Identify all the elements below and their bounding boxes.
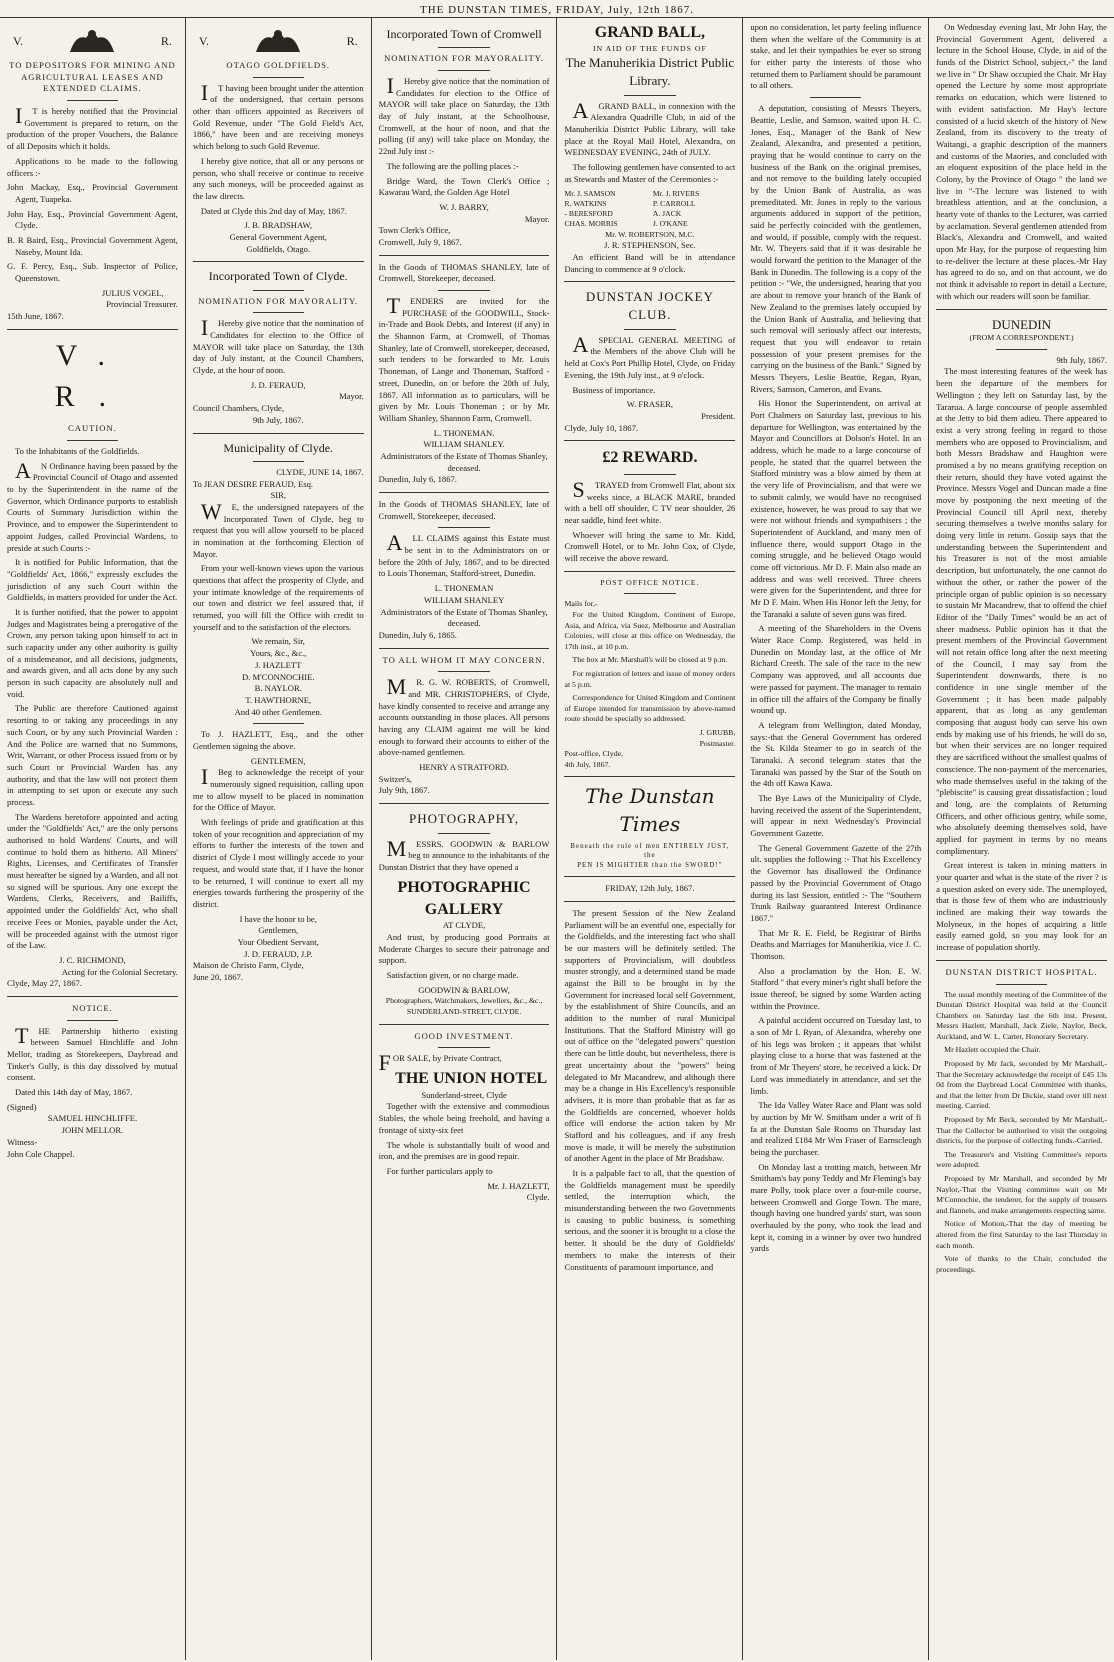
partnership-date: Dated this 14th day of May, 1867.	[15, 1087, 133, 1098]
editorial-p2: It is a palpable fact to all, that the question of the Goldfields management must be speedily settled, the interruption which, the misunderstanding between the two Governments is causing to public business, is something serious, and the sooner it is brought to a close the better. It should be the duty of Goldfields' members to make the interests of their Constituents of paramount importance, and	[564, 1168, 736, 1272]
barry-name: W. J. BARRY,	[439, 201, 489, 212]
post-place: Post-office, Clyde,	[564, 749, 624, 759]
hospital-heading: DUNSTAN DISTRICT HOSPITAL.	[945, 966, 1098, 977]
hospital-p1: The usual monthly meeting of the Committee of the Dunstan District Hospital was held at the Council Chambers on Saturday last the 6th inst. Present, Messrs Hazlett, Marshall, Jack Ziele, Naylor, Beck, Auckland, and W. L. Carter, Honorary Secretary.	[936, 989, 1107, 1041]
royal-crest-icon	[248, 26, 308, 56]
clyde-town-heading: Incorporated Town of Clyde.	[208, 269, 348, 284]
depositors-body: IT is hereby notified that the Provincial Government is prepared to return, on the production of the proper Vouchers, the Balance of all Deposits which it holds.	[7, 103, 178, 152]
stewards-table	[564, 189, 735, 230]
caution-sig-title: Acting for the Colonial Secretary.	[61, 966, 178, 977]
bradshaw-title-2: Goldfields, Otago.	[246, 243, 311, 254]
depositors-date: 15th June, 1867.	[7, 311, 64, 322]
post-mails: Mails for,-	[564, 599, 598, 609]
feraud-title: Mayor.	[339, 391, 364, 402]
newspaper-title: The Dunstan Times	[585, 784, 715, 836]
stratford-place: Switzer's,	[378, 773, 412, 784]
newspaper-page	[0, 18, 1114, 1660]
gallery-location: AT CLYDE,	[442, 920, 486, 931]
post-date: 4th July, 1867.	[564, 759, 611, 769]
editorial-date: FRIDAY, 12th July, 1867.	[605, 883, 695, 894]
claims-admin: Administrators of the Estate of Thomas Shanley, deceased.	[380, 606, 548, 629]
cromwell-p2: The following are the polling places :-	[386, 160, 519, 171]
hospital-p2: Mr Hazlett occupied the Chair.	[944, 1045, 1041, 1055]
tender-admin: Administrators of the Estate of Thomas Shanley, deceased.	[380, 450, 548, 473]
concern-body: MR. G. W. ROBERTS, of Cromwell, and MR. CHRISTOPHERS, of Clyde, have kindly consented to receive and arrange any accounts outstanding in those places. All persons having any CLAIM against me will be kind enough to forward their accounts to either of the above-named gentlemen.	[378, 674, 550, 758]
caution-p2: It is notified for Public Information, that the "Goldfields' Act, 1866," expressly excludes the jurisdiction of any such Court within the Goldfields, in matters provided for under the Act.	[7, 557, 178, 603]
steward: P. CARROLL	[652, 198, 696, 208]
goldfields-p2: I hereby give notice, that all or any persons or person, who shall receive or continue to receive any such moneys, will be proceeded against as the law directs.	[192, 155, 364, 201]
jockey-p1: ASPECIAL GENERAL MEETING of the Members of the above Club will be held at Cox's Port Phillip Hotel, Clyde, on Friday Evening, the 19th July inst., at 9 o'clock.	[564, 331, 736, 380]
dunedin-p1: The most interesting features of the week has been the departure of the members for Wellington ; they left on Saturday last, by the Tararua. A large concourse of people assembled at the Jetty to bid them adieu. There appeared to exist a very strong feeling in regard to those members who are opposed to Provincialism, and both Messrs Bradshaw and Haughton were promised a by no means gratifying reception on their return, should they have voted against the Province. Messrs Vogel and Duncan made a fine move by postponing the next meeting of the Provincial Council till April next, thereby securing themselves a twelve months salary for doing very little in return. Gossip says that the understanding between the Superintendent and his Treasurer is not of the most amiable description, but unfortunately, the one cannot do without the other, or rather the power of the principle organ of public opinion is so necessary to sustain Mr Macandrew, that to offend the chief Editor of the "Daily Times" would be an act of sheer madness. Public opinion has it that the present members of the Provincial Government will not retain office long after the next meeting of the Council, I may say from the Superintendent downwards, there is no confidence in one single member of the Government ; it has been made palpably apparent, that as long as any gentleman composing that august body can serve his own ends by making use of his friends, he will do so, but when their services are no longer required they are sacrificed without the smallest qualms of conscience. The non-payment of the mercenaries, who made themselves useful in the taking of the "plebiscite" is causing great dissatisfaction ; loud and long, are the complaints of Returning Officers, and other officious gentry, while some, who absolutely deeming themselves sold, have applied for payment in terms by no means complimentary.	[936, 366, 1107, 856]
news-p11: The Ida Valley Water Race and Plant was sold by auction by Mr W. Smitham under a writ of fi fa at the Dunstan Sale Rooms on Thursday last and realized £184 Mr Wm Fraser of Earnscleugh being the purchaser.	[750, 1100, 922, 1157]
caution-date: Clyde, May 27, 1867.	[7, 978, 82, 989]
news-p2: A deputation, consisting of Messrs Theyers, Beattie, Leslie, and Samson, waited upon H. C. Jones, Esq., Manager of the Bank of New Zealand, Alexandra, and presented a petition, praying that he would continue to carry on the business of the Bank on the original premises, and not remove to the building lately occupied by the Union Bank of Australia, as was premeditated. Mr. Jones in reply to the various arguments adduced in support of the petition, said he perfectly coincided with the gentlemen, and would, if possible, comply with the request. Mr. W. Theyers said that if it was desirable he would forward the petition to the Manager of the Bank in Dunedin. The following is a copy of the petition :- "We, the undersigned, hearing that you are about to remove your branch of the Bank of New Zealand to the premises lately occupied by the Union Bank of Australia, and believing that such removal will seriously affect our interests, request that you will endeavor to retain possession of your present premises for the carrying on the business of the Bank." Signed by Messrs Theyers, Leslie Beattie, Regan, Ryan, Rivers, Samson, Cameron, and Evans.	[750, 103, 922, 394]
post-p1: For the United Kingdom, Continent of Europe, Asia, and Africa, via Suez, Melbourne and Australian Colonies, will close at this office on Wednesday, the 17th inst., at 10 p.m.	[564, 610, 736, 651]
reward-p2: Whoever will bring the same to Mr. Kidd, Cromwell Hotel, or to Mr. John Cox, of Clyde, will receive the above reward.	[564, 529, 736, 564]
hotel-p1: Together with the extensive and commodious Stables, the whole being freehold, and having a frontage of sixty-six feet	[378, 1101, 550, 1135]
jockey-date: Clyde, July 10, 1867.	[564, 422, 639, 433]
caution-p1: AN Ordinance having been passed by the Provincial Council of Otago and assented to by the Superintendent in the name of the Governor, which Ordinance purports to establish Courts of Summary Jurisdiction within the Province, and to empower the Superintendent to appoint Judges, called Provincial Wardens, to preside at such Courts :-	[7, 457, 178, 553]
caution-heading: CAUTION.	[68, 423, 117, 434]
steward: Mr. J. RIVERS	[652, 188, 700, 198]
reward-heading: £2 REWARD.	[602, 449, 698, 467]
goldfields-p3: Dated at Clyde this 2nd day of May, 1867.	[200, 205, 347, 216]
motto-line-1: Beneath the rule of men ENTIRELY JUST, the	[570, 841, 730, 860]
vr-right: R.	[346, 33, 358, 48]
cromwell-p3: Bridge Ward, the Town Clerk's Office ; Kawarau Ward, the Golden Age Hotel	[378, 175, 550, 198]
partner-1: SAMUEL HINCHLIFFE.	[47, 1113, 138, 1124]
reward-p1: STRAYED from Cromwell Flat, about six weeks since, a BLACK MARE, branded with a bell off shoulder, C TV near shoulder, 26 near saddle, hind feet white.	[564, 477, 736, 526]
master-of-ceremonies: Mr. W. ROBERTSON, M.C.	[605, 229, 695, 239]
feraud-name: J. D. FERAUD,	[250, 379, 306, 390]
news-p10: A painful accident occurred on Tuesday last, to a son of Mr I. Ryan, of Alexandra, whereby one of his legs was broken ; it appears that whilst playing close to a horse that was fastened at the front of Mr Theyers' store, he received a kick. Dr Lord was immediately in attendance, and set the limb.	[750, 1015, 922, 1096]
column-2	[186, 18, 372, 1660]
reply-p2: With feelings of pride and gratification at this token of your recognition and appreciation of my efforts to further the interests of the town and district of Clyde I most willingly accede to your request, and would state that, if I have the honor to be returned, I will continue to exert all my energies towards furthering the prosperity of the district.	[192, 817, 364, 909]
partner-2: JOHN MELLOR.	[61, 1125, 124, 1136]
steward: - BERESFORD	[564, 209, 613, 219]
correspondent-label: (FROM A CORRESPONDENT.)	[969, 333, 1074, 343]
union-hotel-street: Sunderland-street, Clyde	[421, 1089, 507, 1100]
yours-line: Yours, &c., &c.,	[250, 648, 307, 659]
notice-heading: NOTICE.	[72, 1002, 113, 1013]
bradshaw-name: J. B. BRADSHAW,	[244, 220, 312, 231]
steward: A. JACK	[652, 209, 682, 219]
nomination-date: 9th July, 1867.	[252, 414, 304, 425]
masthead: THE DUNSTAN TIMES, FRIDAY, July, 12th 1867.	[0, 0, 1114, 18]
post-office-heading: POST OFFICE NOTICE.	[600, 577, 700, 587]
royal-crest-header	[193, 22, 364, 60]
dunedin-p2: Great interest is taken in mining matters in your quarter and what is the state of the river ? is a question asked on every side. The unemployed, that is those few of them who are industriously inclined are making their way towards the Molyneux, in the hopes of acquiring a little easily earned gold, so you may look for an increase of population shortly.	[936, 860, 1107, 953]
steward: CHAS. MORRIS	[564, 219, 618, 229]
goodwin-trades: Photographers, Watchmakers, Jewellers, &c., &c.,	[385, 996, 543, 1006]
tenders-body: TENDERS are invited for the PURCHASE of the GOODWILL, Stock-in-Trade and Book Debts, and Interest (if any) in the Shannon Farm, at Cromwell, of Thomas Shanley, late of Cromwell, storekeeper, deceased, such tenders to be forwarded to Mr. Louis Thoneman, of Lange and Thoneman, Stafford - street, Dunedin, on or before the 20th of July, 1867. All information as to particulars, will be given by Mr. Louis Thoneman ; or by Mr. William Shanley, Shannon Farm, Cromwell.	[378, 293, 550, 423]
stratford-name: HENRY A STRATFORD.	[419, 762, 509, 773]
goldfields-p1: IT having been brought under the attention of the undersigned, that certain persons other than officers appointed as Receivers of Gold Revenue, under "The Gold Field's Act, 1866," have been and are receiving moneys which belong to such Gold Revenue.	[192, 79, 364, 152]
dunedin-date: 9th July, 1867.	[1056, 354, 1107, 365]
news-p1: upon no consideration, let party feeling influence them when the welfare of the Community is at stake, and let their sympathies be ever so strong for either party the interests of those who returned them to Parliament should be paramount to all others.	[750, 22, 922, 91]
witness-label: Witness-	[7, 1136, 38, 1147]
news-p3: His Honor the Superintendent, on arrival at Port Chalmers on Saturday last, previous to his departure for Wellington, was entertained by the Mayor and Councillors at Dolson's Hotel. In an address, which he made to a large concourse of people, he stated that the quarrel between the Stafford ministry was a blow aimed by them at the very life of Provincialism, and that were we to submit calmly, we would have no recognised existence, however, he was proud to say that we were not without friends and sympathisers ; the Superintendent of Auckland, and many men of influence there, would support Otago in the coming struggle, and he believed Otago would come off victorious. Mr D. F. Main also made an address and was well received. Three cheers were given for the Superintendent, and three for Mr D F. Main. When His Honor left the Jetty, for the Taranaki a salute of seven guns was fired.	[750, 398, 922, 619]
treasurer-name: JULIUS VOGEL,	[101, 287, 164, 298]
bradshaw-title-1: General Government Agent,	[229, 231, 327, 242]
barry-title: Mayor.	[524, 213, 550, 224]
union-hotel-title: THE UNION HOTEL	[395, 1070, 548, 1088]
gallery-title: PHOTOGRAPHIC GALLERY	[397, 878, 531, 918]
sale-line: FOR SALE, by Private Contract,	[378, 1050, 502, 1076]
jockey-p2: Business of importance.	[572, 384, 656, 395]
motto-line-2: PEN IS MIGHTIER than the SWORD!"	[577, 860, 723, 869]
municipality-date: CLYDE, JUNE 14, 1867.	[276, 466, 364, 477]
clerk-office: Town Clerk's Office,	[378, 225, 451, 236]
investment-heading: GOOD INVESTMENT.	[414, 1030, 514, 1041]
officer-item: John Mackay, Esq., Provincial Government Agent, Tuapeka.	[7, 182, 178, 204]
reply-gentlemen: GENTLEMEN,	[250, 755, 306, 766]
steward: Mr. J. SAMSON	[564, 188, 616, 198]
officer-item: John Hay, Esq., Provincial Government Agent, Clyde.	[7, 208, 178, 231]
cromwell-heading: Incorporated Town of Cromwell	[386, 27, 542, 41]
ball-secretary: J. R. STEPHENSON, Sec.	[604, 240, 696, 251]
depositors-apply: Applications to be made to the following officers :-	[7, 155, 178, 178]
vr-left: V.	[13, 33, 24, 48]
news-p4: A meeting of the Shareholders in the Ovens Water Race Comp. Registered, was held in Dunedin on Monday last, at the office of Mr Richard Creeth. The sale of the race to the new Company was approved, and all accounts due were passed for payment. The manager to remain in office till the affairs of the Company be finally wound up.	[750, 623, 922, 716]
remain-line: We remain, Sir,	[251, 636, 305, 647]
claims-date: Dunedin, July 6, 1865.	[378, 629, 457, 640]
caution-signature: J. C. RICHMOND,	[59, 954, 126, 965]
reply-to: To J. HAZLETT, Esq., and the other Gentlemen signing the above.	[192, 729, 364, 751]
fraser-title: President.	[701, 410, 736, 421]
hospital-p8: Vote of thanks to the Chair, concluded the proceedings.	[936, 1254, 1107, 1274]
ball-p1: AGRAND BALL, in connexion with the Alexandra Quadrille Club, in aid of the Manuherikia District Public Library, will take place at the Royal Mail Hotel, Alexandra, on WEDNESDAY EVENING, 24th of JULY.	[564, 97, 736, 158]
partnership-signed: (Signed)	[7, 1101, 37, 1112]
municipality-sir: SIR,	[270, 490, 286, 501]
hospital-p4: Proposed by Mr Beck, seconded by Mr Marshall,-That the Collector be authorised to visit the outgoing districts, for the purpose of collecting funds.-Carried.	[936, 1115, 1107, 1146]
column-6	[929, 18, 1114, 1660]
reply-p1: IBeg to acknowledge the receipt of your numerously signed requisition, calling upon me to allow myself to be placed in nomination for the Office of Mayor.	[192, 764, 364, 813]
lecture-report: On Wednesday evening last, Mr John Hay, the Provincial Government Agent, delivered a lecture in the School House, Clyde, in aid of the funds of the District School, subject,-" the land we live in " Dr Shaw occupied the Chair. Mr Hay opened the Lecture by some most appropriate remarks on education, which were listened to with evident satisfaction. Mr Hay's lecture consisted of a lucid sketch of the history of New Zealand, from its discovery to the treaty of Waitangi, a graphic description of the manners and customs of the Maories, and concluded with an eloquent exposition of the place held in the Colony, by the Province of Otago " the land we live in "-The lecture was listened to with breathless attention, and at the conclusion, a hearty vote of thanks to the Lecturer, was carried by acclamation. Several gentlemen attended from Black's, Alexandra and Cromwell, and waited upon Mr Hay, for the purpose of requesting him to re-deliver the lecture at these places.-Mr Hay has agreed to do so, and on that account, we do not think it advisable to report in detail a Lecture, with which our readers will soon be familiar.	[936, 22, 1107, 301]
signatory: T. HAWTHORNE,	[245, 694, 312, 705]
goldfields-title: OTAGO GOLDFIELDS.	[226, 60, 331, 70]
grubb-title: Postmaster.	[699, 738, 736, 748]
photography-heading: PHOTOGRAPHY,	[409, 811, 520, 827]
vr-emblem: V. R.	[54, 338, 131, 413]
dunedin-heading: DUNEDIN	[991, 316, 1052, 332]
news-p12: On Monday last a trotting match, between Mr Smitham's bay pony Teddy and Mr Fleming's bay mare Polly, took place over a four-mile course, between Cromwell and Gorge Town. The mare, though having one hundred yards' start, was soon overhauled by the pony, who took the lead and kept it, coming in a winner by over two hundred yards	[750, 1161, 922, 1254]
hotel-p3: For further particulars apply to	[386, 1165, 493, 1176]
reply-gentlemen-2: Gentlemen,	[258, 925, 299, 936]
depositors-title: TO DEPOSITORS FOR MINING AND AGRICULTURAL LEASES AND EXTENDED CLAIMS.	[9, 60, 176, 94]
reply-place: Maison de Christo Farm, Clyde,	[192, 960, 304, 971]
shanley-goods-1: In the Goods of THOMAS SHANLEY, late of Cromwell, Storekeeper, deceased.	[378, 261, 550, 284]
council-chambers: Council Chambers, Clyde,	[192, 403, 285, 414]
municipality-p2: From your well-known views upon the various questions that affect the prosperity of Clyde, and your intimate knowledge of the requirements of our town and district we feel assured that, if returned, you will fill the Office with credit to yourself and to the satisfaction of the electors.	[192, 563, 364, 632]
post-p3: For registration of letters and issue of money orders at 5 p.m.	[564, 668, 736, 689]
reply-honor: I have the honor to be,	[239, 913, 317, 924]
caution-p5: The Wardens heretofore appointed and acting under the "Goldfields' Act," are the only persons authorised to hold Wardens' Courts, and will continue to hold them as hitherto. All Miners' Rights, Licenses, and Certificates of Transfer must hereafter be signed by a Warden, and all not so signed will be spurious. Any one except the Wardens, Clerks, Receivers, and Bailiffs, appointed under the Goldfields' Act, who shall receive Fees or Monies, payable under the Act, will be proceeded against with the utmost rigor of the Law.	[7, 811, 178, 951]
hospital-p7: Notice of Motion,-That the day of meeting be altered from the first Saturday to the last Thursday in each month.	[936, 1219, 1107, 1250]
photography-p2: And trust, by producing good Portraits at Moderate Charges to secure their patronage and support.	[378, 932, 550, 966]
reply-date: June 20, 1867.	[192, 972, 243, 982]
reply-signature: J. D. FERAUD, J.P.	[244, 948, 313, 959]
news-p9: Also a proclamation by the Hon. E. W. Stafford " that every miner's right shall before the issue thereof, be signed by some Warden acting within the Province.	[750, 965, 922, 1011]
hazlett-name: Mr. J. HAZLETT,	[487, 1180, 550, 1191]
ball-heading: GRAND BALL,	[594, 24, 706, 41]
royal-crest-header	[7, 22, 178, 60]
clyde-nomination-heading: NOMINATION FOR MAYORALITY.	[198, 295, 359, 306]
signatory: J. HAZLETT	[255, 659, 302, 670]
municipality-p1: WE, the undersigned ratepayers of the Incorporated Town of Clyde, beg to request that you will allow yourself to be placed in nomination at the forthcoming Election of Mayor.	[192, 498, 364, 559]
partnership-notice: THE Partnership hitherto existing between Samuel Hinchliffe and John Mellor, trading as Storekeepers, Daybread and Tinker's Gully, is this day dissolved by mutual consent.	[7, 1022, 178, 1083]
other-gentlemen: And 40 other Gentlemen.	[234, 706, 322, 717]
officers-list	[7, 182, 178, 285]
caution-p3: It is further notified, that the power to appoint Judges and Magistrates being a prerogative of the Crown, any person taking upon himself to act in such capacity under any other authority is guilty of a misdemeanor, and all decisions, judgments, and awards given, and all acts done by any such person in such capacity are absolutely null and void.	[7, 606, 178, 699]
cromwell-date: Cromwell, July 9, 1867.	[378, 236, 462, 247]
officer-item: B. R Baird, Esq., Provincial Government Agent, Naseby, Mount Ida.	[7, 234, 178, 257]
photography-p3: Satisfaction given, or no charge made.	[386, 970, 519, 981]
cromwell-nomination-heading: NOMINATION FOR MAYORALITY.	[384, 53, 545, 64]
signatory: B. NAYLOR.	[254, 683, 302, 694]
ball-p3: An efficient Band will be in attendance Dancing to commence at 9 o'clock.	[564, 252, 736, 274]
steward: R. WATKINS	[564, 198, 607, 208]
shanley-goods-2: In the Goods of THOMAS SHANLEY, late of Cromwell, Storekeeper, deceased.	[378, 499, 550, 521]
steward: J. O'KANE	[652, 219, 688, 229]
claims-sig-1: L. THONEMAN	[434, 583, 494, 594]
post-p2: The box at Mr. Marshall's will be closed at 9 p.m.	[572, 655, 728, 665]
ball-p2: The following gentlemen have consented to act as Stewards and Master of the Ceremonies :-	[564, 162, 736, 184]
photography-p1: MESSRS. GOODWIN & BARLOW beg to announce to the inhabitants of the Dunstan District that they have opened a	[378, 835, 550, 873]
column-4	[557, 18, 743, 1660]
vr-right: R.	[160, 33, 172, 48]
column-3	[372, 18, 558, 1660]
treasurer-title: Provincial Treasurer.	[106, 299, 178, 310]
claims-sig-2: WILLIAM SHANLEY	[423, 594, 505, 605]
hospital-p5: The Treasurer's and Visiting Committee's reports were adopted.	[936, 1149, 1107, 1170]
signatory: D. M'CONNOCHIE.	[242, 671, 315, 682]
stratford-date: July 9th, 1867.	[378, 785, 430, 796]
tender-sig-1: L. THONEMAN.	[433, 427, 495, 438]
news-p5: A telegram from Wellington, dated Monday, says:-that the General Government has ordered the St. Kilda Steamer to go in search of the Taranaki. A second telegram states that the Taranaki was passed by the Star of the South on the 4th off Kawa Kawa.	[750, 719, 922, 789]
clyde-nomination-body: IHereby give notice that the nomination of Candidates for election to the Office of MAYOR will take place on Saturday, the 13th day of July instant, at the Council Chambers, Clyde, at the hour of noon.	[192, 315, 364, 376]
caution-p4: The Public are therefore Cautioned against resorting to or taking any proceedings in any such Court, or by any such Provincial Warden : And the Police are warned that no Summons, Writ, Warrant, or other Process issued from or by such Court or Provincial Warden has any authority, and that the law will not protect them in attempting to set upon or execute any such process.	[7, 703, 178, 807]
municipality-to: To JEAN DESIRE FERAUD, Esq.	[192, 478, 314, 489]
fraser-name: W. FRASER,	[626, 399, 674, 410]
cromwell-p1: IHereby give notice that the nomination of Candidates for election to the Office of MAYOR will take place on Saturday, the 13th day of July instant, at the Schoolhouse, Cromwell, at the hour of noon, and that the polling (if any) will take place on Monday, the 22nd July inst :-	[378, 73, 550, 157]
officer-item: G. F. Percy, Esq., Sub. Inspector of Police, Queenstown.	[7, 261, 178, 283]
editorial-p1: The present Session of the New Zealand Parliament will be an eventful one, especially for the Goldfields, and the interesting fact who shall be our masters will be definitely settled. The supporters of Provincialism, will doubtless muster strongly, and a determined stand be made against the Bill to be brought in by the Government for increased local self Government, by the establishment of Shire Councils, and an addition to the number of rural Municipal Institutions. That the Stafford Ministry will go out of office on the "delegated powers" question there can be little doubt, but nevertheless, there is great uncertainty about the "powers" being delegated to Mr Macandrew, and although there may be a change in His Excellency's responsible advisers, it is more than probable that as far as the Goldfields are concerned, whoever holds office will endorse the action taken by Mr Stafford and his colleagues, and if any fresh move is made, it will be merely the substitution of another Agent in the place of Mr Bradshaw.	[564, 907, 736, 1164]
tender-sig-2: WILLIAM SHANLEY.	[423, 439, 505, 450]
news-p6: The Bye Laws of the Municipality of Clyde, having received the assent of the Superintendent, will appear in next Wednesday's Provincial Government Gazette.	[750, 793, 922, 839]
reply-servant: Your Obedient Servant,	[237, 936, 319, 947]
municipality-heading: Municipality of Clyde.	[223, 440, 334, 455]
grubb-name: J. GRUBB,	[699, 727, 736, 737]
column-5	[743, 18, 929, 1660]
post-p4: Correspondence for United Kingdom and Continent of Europe intended for transmission by above-named route should be specially so addressed.	[564, 693, 736, 724]
column-1	[0, 18, 186, 1660]
concern-heading: TO ALL WHOM IT MAY CONCERN.	[382, 654, 546, 665]
vr-left: V.	[198, 33, 209, 48]
royal-crest-icon	[62, 26, 122, 56]
stewards-left	[564, 189, 646, 230]
hospital-p3: Proposed by Mr Jack, seconded by Mr Marshall,-That the Secretary acknowledge the receipt of £45 13s 0d from the Daybread Local Committee with thanks, and that the letter from Dr Dickie, stand over till next meeting. Carried.	[936, 1059, 1107, 1111]
jockey-club-heading: DUNSTAN JOCKEY CLUB.	[585, 289, 714, 323]
goodwin-street: SUNDERLAND-STREET, CLYDE.	[406, 1007, 522, 1017]
ball-aid: IN AID OF THE FUNDS OF	[592, 43, 707, 53]
hotel-p2: The whole is substantially built of wood and iron, and the premises are in good repair.	[378, 1139, 550, 1162]
goodwin-barlow: GOODWIN & BARLOW,	[418, 984, 510, 995]
claims-body: ALL CLAIMS against this Estate must be sent in to the Administrators on or before the 20th of July, 1867, and to be directed to Louis Thoneman, Stafford-street, Dunedin.	[378, 530, 550, 579]
news-p7: The General Government Gazette of the 27th ult. supplies the following :- That his Excellency the Governor has disallowed the Ordinance passed by the Provincial Government of Otago during its last Session, entitled :- The "Southern Trunk Railway guaranteed Interest Ordinance 1867."	[750, 842, 922, 923]
stewards-right	[653, 189, 735, 230]
news-p8: That Mr R. E. Field, be Registrar of Births Deaths and Marriages for Manuherikia, vice J. C. Thomson.	[750, 927, 922, 961]
witness-name: John Cole Chappel.	[7, 1148, 75, 1159]
caution-to: To the Inhabitants of the Goldfields.	[15, 446, 140, 457]
tender-date: Dunedin, July 6, 1867.	[378, 474, 457, 485]
hospital-p6: Proposed by Mr Marshall, and seconded by Mr Naylor,-That the Visiting committee wait on Mr M'Connochie, the tenderer, for the supply of trousers and flannels, and make arrangements respecting same.	[936, 1174, 1107, 1215]
ball-library: The Manuherikia District Public Library.	[565, 55, 735, 89]
hazlett-place: Clyde.	[526, 1192, 550, 1203]
